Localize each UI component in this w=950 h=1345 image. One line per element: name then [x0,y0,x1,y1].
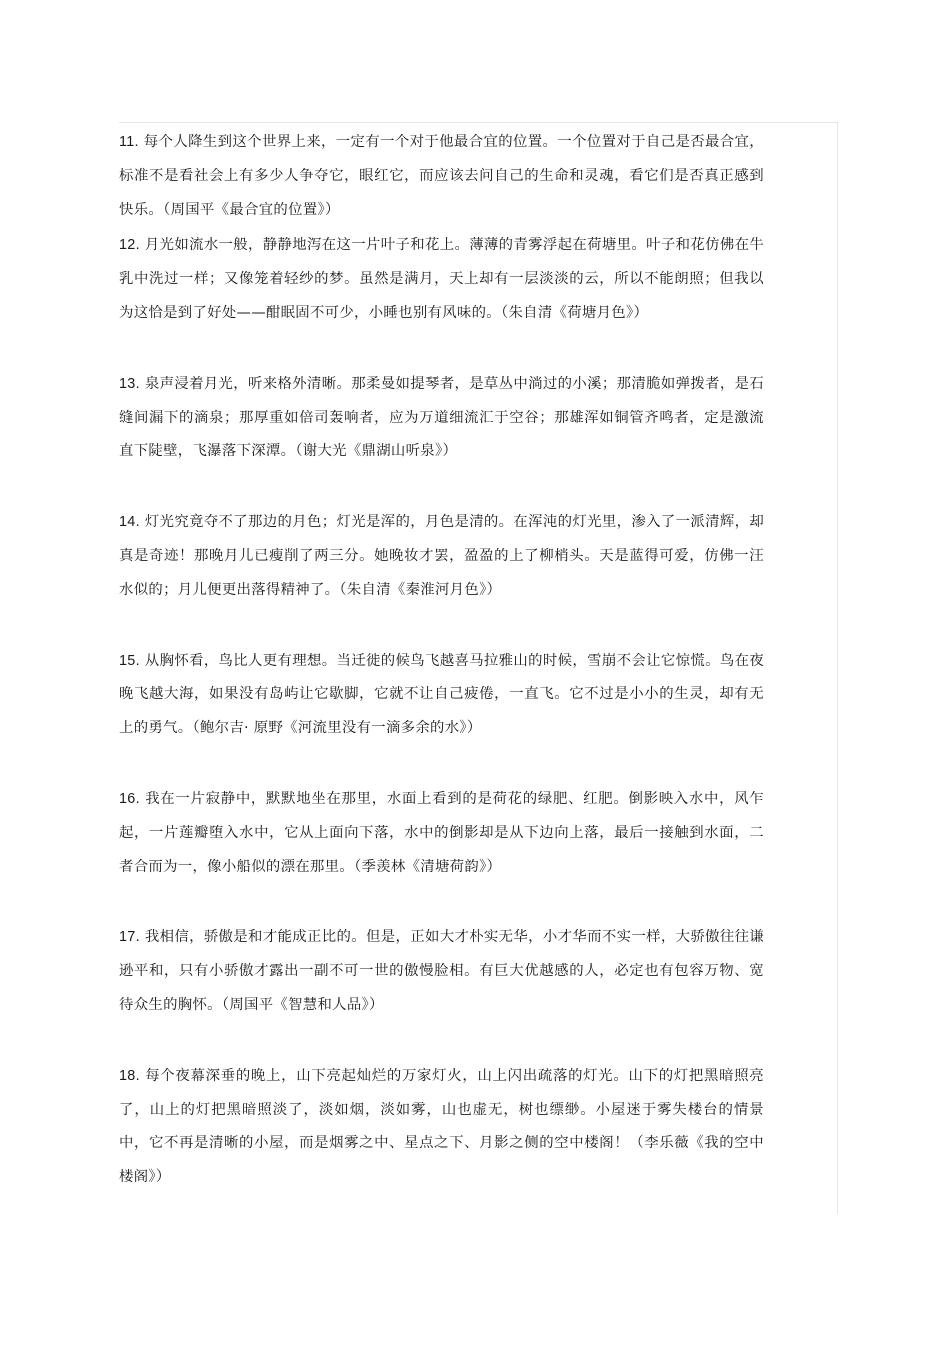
paragraph-18 [119,1060,764,1195]
paragraph-14 [119,506,764,607]
paragraph-number: 11. [119,134,139,150]
paragraph-16 [119,783,764,884]
paragraph-number: 18. [119,1067,140,1084]
paragraph-gap [119,884,764,921]
paragraph-text: 灯光究竟夺不了那边的月色；灯光是浑的，月色是清的。在浑沌的灯光里，渗入了一派清辉，却真是奇迹！那晚月儿已瘦削了两三分。她晚妆才罢，盈盈的上了柳梢头。天是蓝得可爱，仿佛一汪水似的；月儿便更出落得精神了。（朱自清《秦淮河月色》） [119,514,765,598]
paragraph-gap [119,469,764,506]
paragraph-number: 15. [119,652,140,669]
paragraph-text: 我在一片寂静中，默默地坐在那里，水面上看到的是荷花的绿肥、红肥。倒影映入水中，风乍起，一片莲瓣堕入水中，它从上面向下落，水中的倒影却是从下边向上落，最后一接触到水面，二者合而为一，像小船似的漂在那里。（季羡林《清塘荷韵》） [119,790,765,875]
paragraph-gap [119,608,764,645]
paragraph-gap [119,331,764,368]
page-frame-right-border [837,122,838,1214]
document-body [119,126,764,1195]
paragraph-number: 14. [119,514,140,531]
paragraph-number: 12. [119,237,140,254]
paragraph-gap [119,746,764,783]
paragraph-text: 泉声浸着月光，听来格外清晰。那柔曼如提琴者，是草丛中淌过的小溪；那清脆如弹拨者，是石缝间漏下的滴泉；那厚重如倍司轰响者，应为万道细流汇于空谷；那雄浑如铜管齐鸣者，定是激流直下陡壁，飞瀑落下深潭。（谢大光《鼎湖山听泉》） [119,375,765,460]
paragraph-number: 16. [119,790,140,807]
paragraph-gap [119,1023,764,1060]
paragraph-text: 每个夜幕深垂的晚上，山下亮起灿烂的万家灯火，山上闪出疏落的灯光。山下的灯把黑暗照亮了，山上的灯把黑暗照淡了，淡如烟，淡如雾，山也虚无，树也缥缈。小屋迷于雾失楼台的情景中，它不再是清晰的小屋，而是烟雾之中、星点之下、月影之侧的空中楼阁！（李乐薇《我的空中楼阁》） [119,1067,765,1186]
paragraph-text: 每个人降生到这个世界上来，一定有一个对于他最合宜的位置。一个位置对于自己是否最合宜，标准不是看社会上有多少人争夺它，眼红它，而应该去问自己的生命和灵魂，看它们是否真正感到快乐。（周国平《最合宜的位置》） [119,134,764,218]
page-frame-top-border [119,122,837,123]
paragraph-number: 13. [119,375,140,392]
paragraph-15 [119,645,764,746]
paragraph-text: 从胸怀看，鸟比人更有理想。当迁徙的候鸟飞越喜马拉雅山的时候，雪崩不会让它惊慌。鸟在夜晚飞越大海，如果没有岛屿让它歇脚，它就不让自己疲倦，一直飞。它不过是小小的生灵，却有无上的勇气。（鲍尔吉· 原野《河流里没有一滴多余的水》） [119,652,765,737]
paragraph-13 [119,368,764,469]
paragraph-number: 17. [119,929,140,946]
paragraph-text: 我相信，骄傲是和才能成正比的。但是，正如大才朴实无华，小才华而不实一样，大骄傲往往谦逊平和，只有小骄傲才露出一副不可一世的傲慢脸相。有巨大优越感的人，必定也有包容万物、宽待众生的胸怀。（周国平《智慧和人品》） [119,929,765,1013]
paragraph-11 [119,126,764,227]
paragraph-12 [119,229,764,330]
paragraph-17 [119,921,764,1022]
paragraph-text: 月光如流水一般，静静地泻在这一片叶子和花上。薄薄的青雾浮起在荷塘里。叶子和花仿佛在牛乳中洗过一样；又像笼着轻纱的梦。虽然是满月，天上却有一层淡淡的云，所以不能朗照；但我以为这恰是到了好处——酣眠固不可少，小睡也别有风味的。（朱自清《荷塘月色》） [119,237,765,321]
